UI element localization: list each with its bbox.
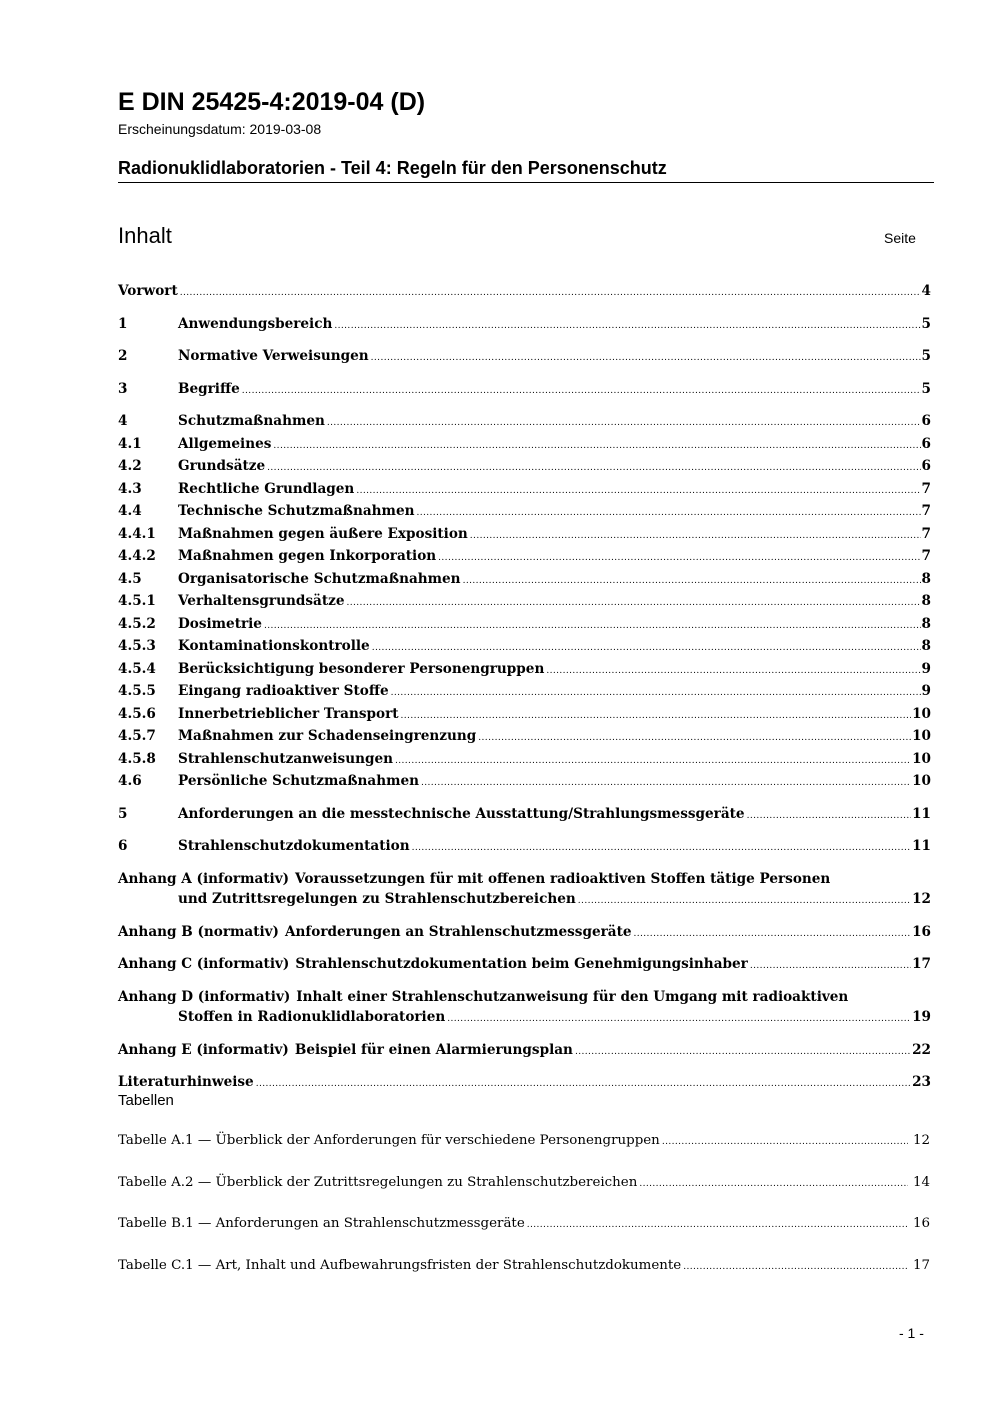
toc-entry-title[interactable]: Literaturhinweise <box>118 1074 254 1090</box>
toc-entry-page: 12 <box>912 891 931 907</box>
dot-leader <box>747 806 912 827</box>
toc-entry-title[interactable]: Strahlenschutzanweisungen <box>178 750 394 767</box>
dot-leader <box>327 413 921 434</box>
page-number: - 1 - <box>899 1325 924 1341</box>
dot-leader <box>750 956 911 977</box>
dot-leader <box>527 1215 908 1235</box>
toc-entry[interactable] <box>118 681 931 704</box>
table-of-contents <box>118 281 931 1095</box>
toc-entry-page: 16 <box>912 923 931 940</box>
toc-entry-page: 8 <box>921 570 931 587</box>
toc-entry-page: 7 <box>921 480 931 497</box>
toc-entry-page: 9 <box>921 683 931 699</box>
toc-entry-number: 4.3 <box>118 480 142 497</box>
toc-entry-number: 5 <box>118 805 128 822</box>
toc-entry-page: 5 <box>921 380 931 397</box>
toc-entry-page: 9 <box>921 660 931 677</box>
toc-entry-number: 4.5.4 <box>118 660 156 677</box>
dot-leader <box>401 706 912 727</box>
toc-entry[interactable] <box>118 704 931 727</box>
dot-leader <box>416 503 920 524</box>
toc-entry-number: 4.5.7 <box>118 728 156 744</box>
dot-leader <box>575 1042 911 1063</box>
toc-entry-page: 8 <box>921 593 931 609</box>
toc-entry-number: 4.4.1 <box>118 525 156 542</box>
toc-entry-title[interactable]: Kontaminationskontrolle <box>178 638 370 654</box>
toc-entry-number: 4.5 <box>118 570 142 587</box>
dot-leader <box>242 381 921 402</box>
dot-leader <box>634 924 912 945</box>
dot-leader <box>267 458 920 479</box>
toc-entry[interactable] <box>118 954 931 977</box>
dot-leader <box>447 1009 911 1030</box>
toc-entry-page: 6 <box>921 458 931 474</box>
toc-entry-number: 4.4.2 <box>118 548 156 564</box>
dot-leader <box>639 1174 908 1194</box>
toc-entry[interactable] <box>118 771 931 794</box>
toc-entry[interactable] <box>118 804 931 827</box>
dot-leader <box>478 728 911 749</box>
toc-entry[interactable] <box>118 456 931 479</box>
toc-entry-number: Anhang E (informativ) <box>118 1041 289 1058</box>
toc-entry-number: 4.6 <box>118 773 142 789</box>
publication-date: Erscheinungsdatum: 2019-03-08 <box>118 121 322 137</box>
toc-entry-page: 10 <box>912 705 931 722</box>
table-list-entry-label[interactable]: Tabelle A.2 — Überblick der Zutrittsregelungen zu Strahlenschutzbereichen <box>118 1174 638 1190</box>
toc-entry-page: 19 <box>912 1009 931 1025</box>
toc-entry[interactable] <box>118 434 931 457</box>
toc-entry[interactable] <box>118 314 931 337</box>
toc-entry[interactable] <box>118 1040 931 1063</box>
toc-entry-title[interactable]: Berücksichtigung besonderer Personengruppen <box>178 660 545 677</box>
toc-entry-number: Anhang D (informativ) <box>118 988 291 1005</box>
toc-entry-title[interactable]: Grundsätze <box>178 458 266 474</box>
toc-entry-page: 7 <box>921 525 931 542</box>
dot-leader <box>463 571 921 592</box>
toc-entry[interactable] <box>118 546 931 569</box>
dot-leader <box>346 593 920 614</box>
toc-entry-page: 10 <box>912 773 931 789</box>
table-list-entry[interactable] <box>118 1214 930 1235</box>
toc-entry-title[interactable]: Strahlenschutzdokumentation beim Genehmigungsinhaber <box>295 956 748 972</box>
toc-entry-number: 2 <box>118 348 128 364</box>
toc-entry[interactable] <box>118 749 931 772</box>
toc-entry-title[interactable]: Begriffe <box>178 380 240 397</box>
dot-leader <box>273 436 920 457</box>
dot-leader <box>180 283 921 304</box>
dot-leader <box>372 638 921 659</box>
toc-entry[interactable] <box>118 281 931 304</box>
toc-entry-title[interactable]: Anforderungen an Strahlenschutzmessgeräte <box>284 923 632 940</box>
tables-heading: Tabellen <box>118 1092 174 1109</box>
toc-entry-page: 8 <box>921 615 931 632</box>
toc-entry[interactable] <box>118 569 931 592</box>
table-list-entry[interactable] <box>118 1131 930 1152</box>
toc-entry[interactable] <box>118 479 931 502</box>
toc-entry-number: 4.4 <box>118 503 142 519</box>
toc-entry[interactable] <box>118 524 931 547</box>
dot-leader <box>391 683 921 704</box>
toc-entry-page: 5 <box>921 348 931 364</box>
toc-entry-title[interactable]: Organisatorische Schutzmaßnahmen <box>178 570 461 587</box>
toc-entry-title[interactable]: Persönliche Schutzmaßnahmen <box>178 773 420 789</box>
header-divider <box>118 182 934 183</box>
toc-entry-number: 4.1 <box>118 435 142 452</box>
toc-entry-page: 4 <box>921 283 931 299</box>
dot-leader <box>578 891 911 912</box>
toc-entry-number: 1 <box>118 315 128 332</box>
dot-leader <box>395 751 911 772</box>
toc-entry-page: 22 <box>912 1041 931 1058</box>
document-title: E DIN 25425-4:2019-04 (D) <box>118 88 426 116</box>
table-list-entry-page: 14 <box>912 1174 930 1190</box>
toc-entry-number: 3 <box>118 380 128 397</box>
table-list-entry[interactable] <box>118 1256 930 1277</box>
toc-entry[interactable] <box>118 836 931 859</box>
table-list-entry[interactable] <box>118 1173 930 1194</box>
toc-entry-page: 11 <box>912 805 931 822</box>
toc-entry[interactable] <box>118 636 931 659</box>
toc-entry-title[interactable]: Maßnahmen gegen äußere Exposition <box>178 525 468 542</box>
toc-entry-page: 23 <box>912 1074 931 1090</box>
toc-entry[interactable] <box>118 726 931 749</box>
toc-page-column-label: Seite <box>884 230 916 246</box>
toc-entry-title[interactable]: Inhalt einer Strahlenschutzanweisung für den Umgang mit radioaktiven <box>296 988 849 1005</box>
toc-entry-page: 8 <box>921 638 931 654</box>
dot-leader <box>662 1132 908 1152</box>
toc-entry-title[interactable]: Maßnahmen zur Schadenseingrenzung <box>178 728 477 744</box>
toc-entry-number: 4.5.6 <box>118 705 156 722</box>
toc-entry[interactable] <box>118 614 931 637</box>
table-list-entry-label[interactable]: Tabelle C.1 — Art, Inhalt und Aufbewahrungsfristen der Strahlenschutzdokumente <box>118 1257 682 1273</box>
dot-leader <box>371 348 921 369</box>
toc-entry-number: Anhang A (informativ) <box>118 870 290 887</box>
toc-entry[interactable] <box>118 659 931 682</box>
toc-entry-number: 4.5.8 <box>118 750 156 767</box>
dot-leader <box>438 548 920 569</box>
toc-entry[interactable] <box>118 379 931 402</box>
toc-entry-title[interactable]: Verhaltensgrundsätze <box>178 593 345 609</box>
toc-entry-number: 4 <box>118 413 128 429</box>
toc-entry-number: 4.5.3 <box>118 638 156 654</box>
table-list-entry-page: 16 <box>912 1216 930 1231</box>
toc-entry-title[interactable]: Technische Schutzmaßnahmen <box>178 503 415 519</box>
toc-entry-page: 7 <box>921 548 931 564</box>
toc-entry-number: 4.2 <box>118 458 142 474</box>
toc-entry-number: 4.5.5 <box>118 683 156 699</box>
toc-entry[interactable] <box>118 869 931 912</box>
toc-entry-number: 4.5.2 <box>118 615 156 632</box>
toc-entry-number: Anhang C (informativ) <box>118 956 290 972</box>
dot-leader <box>256 1074 911 1095</box>
toc-entry-title-continued[interactable]: Stoffen in Radionuklidlaboratorien <box>178 1009 446 1025</box>
toc-entry-page: 11 <box>912 838 931 854</box>
toc-entry[interactable] <box>118 922 931 945</box>
dot-leader <box>334 316 920 337</box>
toc-entry-page: 6 <box>921 435 931 452</box>
toc-entry-title[interactable]: Anforderungen an die messtechnische Ausstattung/Strahlungsmessgeräte <box>178 805 745 822</box>
dot-leader <box>683 1257 908 1277</box>
toc-entry[interactable] <box>118 501 931 524</box>
toc-entry-page: 10 <box>912 750 931 767</box>
dot-leader <box>421 773 911 794</box>
toc-heading: Inhalt <box>118 223 172 248</box>
toc-entry[interactable] <box>118 591 931 614</box>
toc-entry-title[interactable]: Vorwort <box>118 283 178 299</box>
toc-entry-title[interactable]: Rechtliche Grundlagen <box>178 480 355 497</box>
toc-entry[interactable] <box>118 411 931 434</box>
toc-entry-page: 5 <box>921 315 931 332</box>
toc-entry-title[interactable]: Normative Verweisungen <box>178 348 369 364</box>
toc-entry-number: Anhang B (normativ) <box>118 923 279 940</box>
toc-entry[interactable] <box>118 987 931 1030</box>
toc-entry-title[interactable]: Anwendungsbereich <box>178 315 333 332</box>
toc-entry-title[interactable]: Eingang radioaktiver Stoffe <box>178 683 389 699</box>
toc-entry-page: 7 <box>921 503 931 519</box>
toc-entry-title[interactable]: Voraussetzungen für mit offenen radioaktiven Stoffen tätige Personen <box>295 870 831 887</box>
toc-entry-title[interactable]: Strahlenschutzdokumentation <box>178 838 410 854</box>
table-list-entry-page: 17 <box>912 1257 930 1273</box>
toc-entry[interactable] <box>118 346 931 369</box>
dot-leader <box>356 481 920 502</box>
toc-entry-title[interactable]: Dosimetrie <box>178 615 262 632</box>
table-list-entry-page: 12 <box>912 1133 930 1148</box>
toc-entry-page: 17 <box>912 956 931 972</box>
toc-entry-page: 10 <box>912 728 931 744</box>
toc-entry-number: 6 <box>118 838 128 854</box>
toc-entry-number: 4.5.1 <box>118 593 156 609</box>
toc-entry-page: 6 <box>921 413 931 429</box>
toc-entry-title[interactable]: Beispiel für einen Alarmierungsplan <box>294 1041 573 1058</box>
toc-entry-title-continued[interactable]: und Zutrittsregelungen zu Strahlenschutzbereichen <box>178 891 576 907</box>
dot-leader <box>264 616 921 637</box>
dot-leader <box>412 838 911 859</box>
toc-entry-title[interactable]: Allgemeines <box>178 435 272 452</box>
toc-entry-title[interactable]: Maßnahmen gegen Inkorporation <box>178 548 437 564</box>
dot-leader <box>546 661 920 682</box>
dot-leader <box>470 526 921 547</box>
toc-entry-title[interactable]: Innerbetrieblicher Transport <box>178 705 399 722</box>
document-subtitle: Radionuklidlaboratorien - Teil 4: Regeln für den Personenschutz <box>118 158 667 178</box>
table-list-entry-label[interactable]: Tabelle B.1 — Anforderungen an Strahlenschutzmessgeräte <box>118 1216 525 1231</box>
list-of-tables <box>118 1131 930 1297</box>
toc-entry[interactable] <box>118 1072 931 1095</box>
toc-entry-title[interactable]: Schutzmaßnahmen <box>178 413 325 429</box>
table-list-entry-label[interactable]: Tabelle A.1 — Überblick der Anforderungen für verschiedene Personengruppen <box>118 1133 660 1148</box>
